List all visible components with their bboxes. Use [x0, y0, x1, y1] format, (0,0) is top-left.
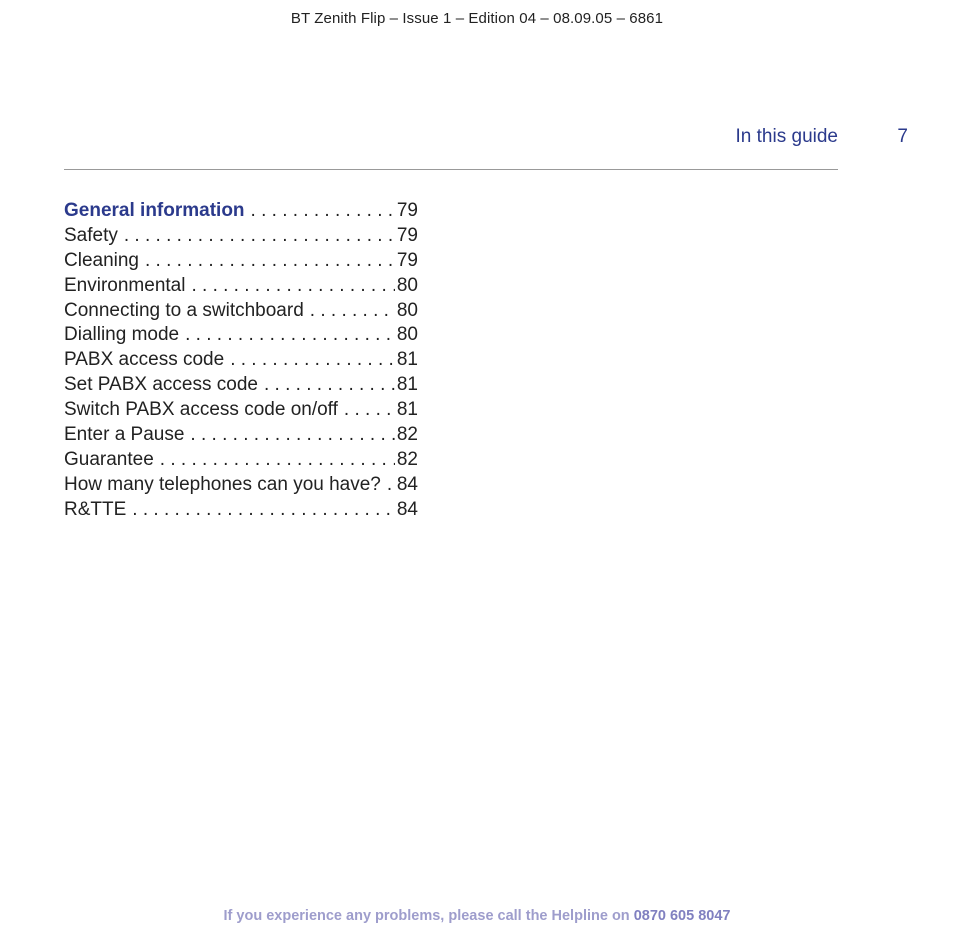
- toc-entry-page: 80: [396, 274, 418, 296]
- toc-entry-label: Set PABX access code: [64, 374, 258, 396]
- toc-entry-label: General information: [64, 200, 245, 221]
- toc-entry-label: Dialling mode: [64, 324, 180, 346]
- toc-entry-label: Connecting to a switchboard: [64, 299, 304, 321]
- helpline-footer: [0, 908, 954, 924]
- page-number: 7: [897, 126, 908, 147]
- toc-entry-label: R&TTE: [64, 498, 127, 520]
- toc-entry-page: 84: [396, 473, 418, 495]
- toc-leader-dots: [124, 225, 395, 247]
- helpline-phone-number: 0870 605 8047: [633, 908, 731, 924]
- toc-entry-label: Environmental: [64, 274, 186, 296]
- toc-entry-safety: [64, 225, 418, 250]
- toc-leader-dots: [344, 399, 395, 421]
- toc-entry-label: Cleaning: [64, 249, 139, 271]
- toc-leader-dots: [132, 499, 395, 521]
- toc-leader-dots: [160, 449, 395, 471]
- toc-leader-dots: [310, 300, 395, 322]
- toc-leader-dots: [387, 474, 395, 496]
- toc-entry-label: Switch PABX access code on/off: [64, 399, 338, 421]
- toc-entry-page: 80: [396, 299, 418, 321]
- toc-entry-label: PABX access code: [64, 349, 225, 371]
- toc-leader-dots: [191, 275, 394, 297]
- toc-leader-dots: [185, 324, 395, 346]
- header-divider: [64, 169, 838, 170]
- toc-entry-page: 80: [396, 324, 418, 346]
- toc-entry-label: Guarantee: [64, 448, 154, 470]
- toc-entry-page: 79: [396, 200, 418, 221]
- toc-entry-page: 81: [396, 399, 418, 421]
- toc-entry-page: 82: [396, 448, 418, 470]
- section-title: In this guide: [735, 126, 838, 147]
- toc-entry-cleaning: [64, 250, 418, 275]
- toc-entry-environmental: [64, 275, 418, 300]
- toc-entry-page: 81: [396, 349, 418, 371]
- toc-entry-enter-a-pause: [64, 424, 418, 449]
- toc-leader-dots: [145, 250, 395, 272]
- toc-entry-page: 81: [396, 374, 418, 396]
- toc-entry-page: 82: [396, 424, 418, 446]
- toc-entry-label: Enter a Pause: [64, 424, 185, 446]
- toc-leader-dots: [264, 374, 395, 396]
- toc-entry-set-pabx-access-code: [64, 374, 418, 399]
- toc-entry-page: 79: [396, 249, 418, 271]
- toc-entry-label: Safety: [64, 224, 118, 246]
- helpline-text: If you experience any problems, please call the Helpline on: [223, 908, 630, 924]
- toc-entry-label: How many telephones can you have?: [64, 473, 381, 495]
- toc-leader-dots: [251, 200, 395, 222]
- toc-entry-how-many-telephones: [64, 474, 418, 499]
- toc-entry-page: 79: [396, 224, 418, 246]
- toc-entry-page: 84: [396, 498, 418, 520]
- toc-leader-dots: [230, 349, 395, 371]
- toc-entry-switch-pabx-access-code: [64, 399, 418, 424]
- toc-entry-general-information: [64, 200, 418, 225]
- document-meta-header: BT Zenith Flip – Issue 1 – Edition 04 – 08.09.05 – 6861: [290, 10, 664, 27]
- toc-entry-rtte: [64, 499, 418, 524]
- table-of-contents: [64, 200, 418, 524]
- toc-entry-dialling-mode: [64, 324, 418, 349]
- toc-leader-dots: [190, 424, 394, 446]
- toc-entry-connecting-to-switchboard: [64, 300, 418, 325]
- toc-entry-pabx-access-code: [64, 349, 418, 374]
- toc-entry-guarantee: [64, 449, 418, 474]
